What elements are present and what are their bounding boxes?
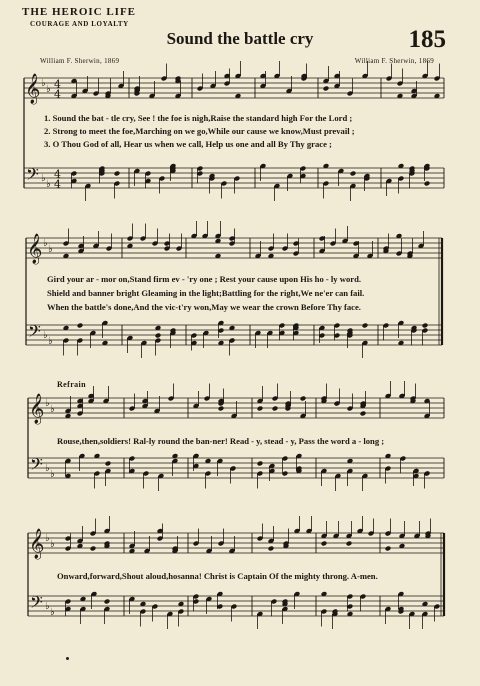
note-head	[104, 599, 111, 605]
note-head	[360, 411, 367, 417]
note-head	[218, 406, 225, 412]
note-head	[424, 181, 431, 187]
refrain-label: Refrain	[57, 380, 87, 389]
flat-sign: ♭	[41, 173, 46, 184]
note-head	[350, 171, 357, 177]
note-head	[268, 546, 275, 552]
note-head	[272, 406, 279, 412]
lyric-line: When the battle's done,And the vic-t'ry won,May we wear the crown Before Thy face.	[47, 302, 361, 312]
time-signature: 4	[54, 88, 61, 101]
ink-speck	[66, 657, 69, 660]
treble-clef: 𝄞	[29, 529, 45, 559]
lyric-line: Gird your ar - mor on,Stand firm ev - 'ry one ; Rest your cause upon His ho - ly word.	[47, 274, 361, 284]
note-head	[257, 406, 264, 412]
time-signature: 4	[54, 178, 61, 191]
flat-sign: ♭	[45, 398, 50, 409]
treble-clef: 𝄞	[25, 74, 41, 104]
note-head	[105, 461, 112, 467]
time-signature: 4	[54, 168, 61, 181]
lyric-line: 1. Sound the bat - tle cry, See ! the foe is nigh,Raise the standard high For the Lord ;	[44, 113, 353, 123]
note-head	[323, 86, 330, 92]
flat-sign: ♭	[45, 463, 50, 474]
lyric-line: Onward,forward,Shout aloud,hosanna! Christ is Captain Of the mighty throng. A-men.	[57, 571, 378, 581]
flat-sign: ♭	[50, 404, 55, 415]
note-head	[77, 323, 84, 329]
note-head	[422, 323, 429, 329]
flat-sign: ♭	[46, 179, 51, 190]
treble-clef: 𝄞	[29, 394, 45, 424]
time-signature: 4	[54, 78, 61, 91]
note-head	[257, 461, 264, 467]
subsection-heading: COURAGE AND LOYALTY	[30, 20, 129, 28]
note-head	[321, 541, 328, 547]
lyric-line: Shield and banner bright Gleaming in the light;Battling for the right,We ne'er can fail.	[47, 288, 365, 298]
note-head	[385, 546, 392, 552]
section-heading: THE HEROIC LIFE	[22, 6, 137, 18]
note-head	[346, 541, 353, 547]
lyric-line: 3. O Thou God of all, Hear us when we call, Help us one and all By Thy grace ;	[44, 139, 332, 149]
flat-sign: ♭	[46, 84, 51, 95]
flat-sign: ♭	[48, 244, 53, 255]
bass-clef: 𝄢	[30, 592, 43, 616]
bass-clef: 𝄢	[28, 321, 41, 345]
flat-sign: ♭	[43, 330, 48, 341]
hymn-title: Sound the battle cry	[166, 29, 314, 48]
bass-clef: 𝄢	[30, 454, 43, 478]
treble-clef: 𝄞	[27, 234, 43, 264]
flat-sign: ♭	[50, 607, 55, 618]
flat-sign: ♭	[50, 469, 55, 480]
music-credit: William F. Sherwin, 1869	[354, 57, 434, 65]
words-credit: William F. Sherwin, 1869	[40, 57, 120, 65]
lyric-line: Rouse,then,soldiers! Ral-ly round the ban-ner! Read - y, stead - y, Pass the word a - long ;	[57, 436, 385, 446]
bass-clef: 𝄢	[26, 164, 39, 188]
flat-sign: ♭	[45, 533, 50, 544]
flat-sign: ♭	[50, 539, 55, 550]
note-head	[114, 171, 121, 177]
note-head	[90, 546, 97, 552]
flat-sign: ♭	[45, 601, 50, 612]
flat-sign: ♭	[43, 238, 48, 249]
note-head	[300, 396, 307, 402]
flat-sign: ♭	[41, 78, 46, 89]
note-head	[362, 323, 369, 329]
lyric-line: 2. Strong to meet the foe,Marching on we go,While our cause we know,Must prevail ;	[44, 126, 355, 136]
note-head	[155, 333, 162, 339]
flat-sign: ♭	[48, 336, 53, 347]
hymn-number: 185	[408, 26, 446, 53]
